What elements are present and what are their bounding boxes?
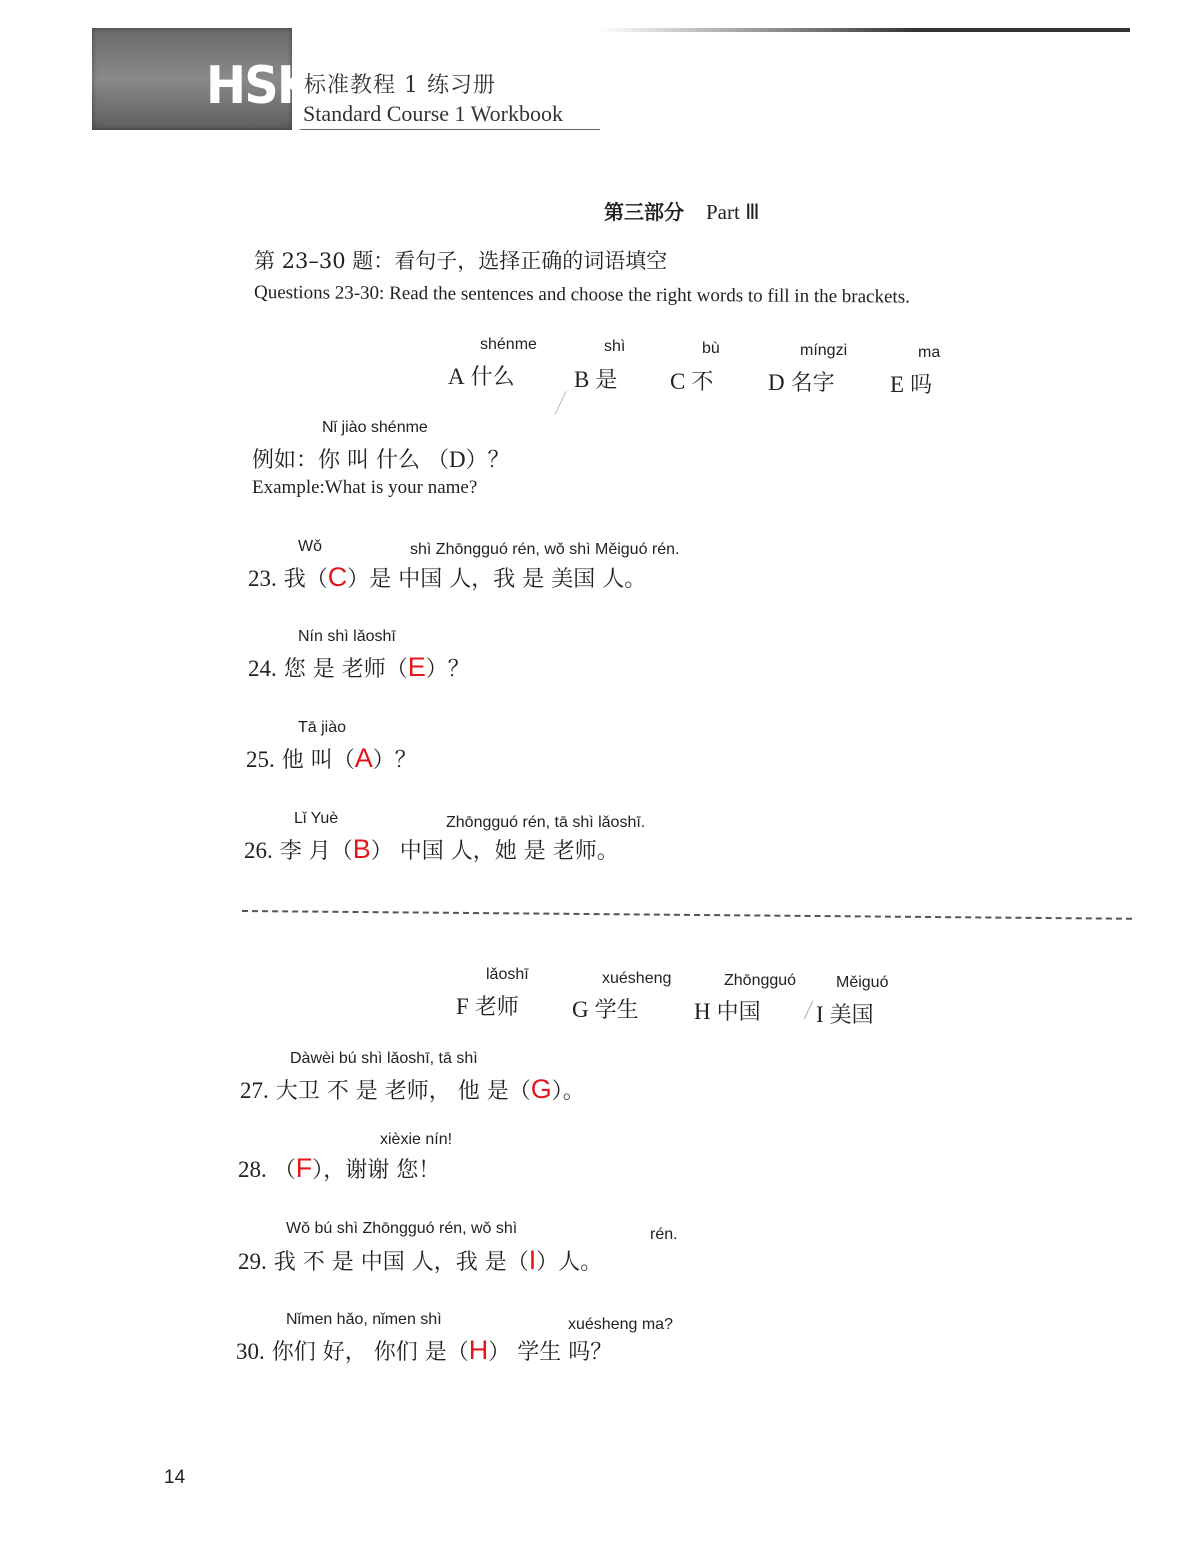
q30-pinyin-b: xuésheng ma? <box>568 1316 673 1333</box>
question-number: 24. <box>248 656 277 681</box>
option-pinyin: xuésheng <box>602 970 672 987</box>
option-letter: B <box>574 367 590 392</box>
option-word: 美国 <box>829 1003 874 1028</box>
example-sentence <box>252 443 510 474</box>
question-text-after: ）。 <box>551 1079 585 1104</box>
book-title-en: Standard Course 1 Workbook <box>303 101 563 126</box>
question-number: 29. <box>238 1249 267 1274</box>
option-letter: D <box>768 370 785 395</box>
question-text-before: 大卫 不 是 老师， 他 是（ <box>275 1079 531 1104</box>
q23-pinyin-a: Wǒ <box>298 538 322 555</box>
question-number: 23. <box>248 566 277 591</box>
q27-pinyin-a: Dàwèi bú shì lǎoshī, tā shì <box>290 1050 478 1067</box>
q23-pinyin-b: shì Zhōngguó rén, wǒ shì Měiguó rén. <box>410 541 680 558</box>
q26-pinyin-b: Zhōngguó rén, tā shì lǎoshī. <box>446 814 646 831</box>
answer-mark: G <box>530 1074 552 1104</box>
option-letter: H <box>694 999 711 1024</box>
option-word: 名字 <box>790 371 835 396</box>
q29-pinyin-b: rén. <box>650 1226 678 1243</box>
option-item <box>574 363 617 394</box>
question-number: 28. <box>238 1157 267 1182</box>
option-item <box>448 360 515 391</box>
option-pinyin: shì <box>604 338 626 355</box>
example-prefix: 例如：你 叫 什么 （ <box>252 448 449 473</box>
question-number: 26. <box>244 838 273 863</box>
option-word: 老师 <box>474 995 519 1020</box>
option-letter: E <box>890 372 905 397</box>
option-item <box>572 993 639 1024</box>
question-text-before: 李 月（ <box>279 839 353 864</box>
option-item <box>456 990 519 1021</box>
option-letter: C <box>670 369 686 394</box>
question-30 <box>236 1335 612 1366</box>
question-text-before: 您 是 老师（ <box>283 657 408 682</box>
option-letter: F <box>456 994 469 1019</box>
question-text-before: 我（ <box>283 567 328 592</box>
question-26 <box>244 834 619 865</box>
question-text-after: ）是 中国 人，我 是 美国 人。 <box>347 567 647 592</box>
q25-pinyin-a: Tā jiào <box>298 719 347 736</box>
question-24 <box>248 652 470 683</box>
option-item <box>694 995 761 1026</box>
option-word: 什么 <box>470 365 515 390</box>
option-word: 学生 <box>594 998 639 1023</box>
answer-mark: I <box>528 1245 537 1275</box>
hsk-logo: HSK <box>206 56 313 116</box>
option-item <box>768 366 835 397</box>
example-pinyin: Nǐ jiào shénme <box>322 419 428 436</box>
question-28 <box>238 1153 440 1184</box>
question-text-after: ）？ <box>425 657 470 682</box>
q30-pinyin-a: Nǐmen hǎo, nǐmen shì <box>286 1311 442 1328</box>
part-title-cn: 第三部分 <box>604 200 684 224</box>
answer-mark: H <box>468 1335 489 1365</box>
option-word: 是 <box>595 368 618 393</box>
question-number: 27. <box>240 1078 269 1103</box>
option-letter: A <box>448 364 465 389</box>
answer-mark: A <box>354 743 373 773</box>
option-item <box>890 368 932 399</box>
question-text-after: ）人。 <box>536 1250 603 1275</box>
option-word: 吗 <box>910 373 933 398</box>
question-text-after: ）？ <box>372 748 417 773</box>
example-suffix: ）？ <box>465 448 510 473</box>
option-pinyin: bù <box>702 340 720 357</box>
question-27 <box>240 1074 585 1105</box>
part-heading <box>604 196 834 226</box>
question-text-before: 我 不 是 中国 人，我 是（ <box>273 1250 529 1275</box>
option-letter: G <box>572 997 589 1022</box>
option-letter: I <box>816 1002 824 1027</box>
instructions-en: Questions 23-30: Read the sentences and choose the right words to fill in the brackets. <box>253 282 910 308</box>
question-text-after: ） 学生 吗？ <box>488 1340 613 1365</box>
option-word: 中国 <box>716 1000 761 1025</box>
header-rule <box>600 28 1130 32</box>
option-item <box>816 998 874 1029</box>
question-text-before: 他 叫（ <box>281 748 355 773</box>
header-underline <box>300 129 600 130</box>
scan-mark <box>804 1001 813 1020</box>
example-translation: Example:What is your name? <box>252 477 478 498</box>
answer-mark: C <box>327 562 348 592</box>
question-25 <box>246 743 417 774</box>
instructions-cn: 第 23–30 题：看句子，选择正确的词语填空 <box>254 249 668 273</box>
question-number: 25. <box>246 747 275 772</box>
question-text-after: ） 中国 人，她 是 老师。 <box>370 839 619 864</box>
option-pinyin: míngzi <box>800 342 848 359</box>
scan-mark <box>555 391 567 415</box>
option-pinyin: ma <box>918 344 941 361</box>
question-number: 30. <box>236 1339 265 1364</box>
question-29 <box>238 1245 602 1276</box>
page-number: 14 <box>164 1467 186 1488</box>
option-word: 不 <box>691 370 714 395</box>
option-pinyin: Měiguó <box>836 974 889 991</box>
question-text-before: （ <box>273 1158 296 1183</box>
example-answer: D <box>448 447 466 472</box>
answer-mark: B <box>352 834 371 864</box>
question-text-before: 你们 好， 你们 是（ <box>271 1340 469 1365</box>
book-title-cn: 标准教程 1 练习册 <box>304 73 496 98</box>
part-title-en: Part Ⅲ <box>706 200 760 224</box>
q29-pinyin-a: Wǒ bú shì Zhōngguó rén, wǒ shì <box>286 1220 518 1237</box>
option-pinyin: Zhōngguó <box>724 972 797 989</box>
question-23 <box>248 562 646 593</box>
option-pinyin: shénme <box>480 336 537 353</box>
q26-pinyin-a: Lǐ Yuè <box>294 810 339 827</box>
option-pinyin: lǎoshī <box>486 966 529 983</box>
section-divider <box>242 910 1132 920</box>
question-text-after: ），谢谢 您！ <box>312 1158 441 1183</box>
q24-pinyin-a: Nín shì lǎoshī <box>298 628 396 645</box>
option-item <box>670 365 713 396</box>
answer-mark: E <box>407 652 426 682</box>
answer-mark: F <box>295 1153 313 1183</box>
q28-pinyin-a: xièxie nín! <box>380 1131 453 1148</box>
